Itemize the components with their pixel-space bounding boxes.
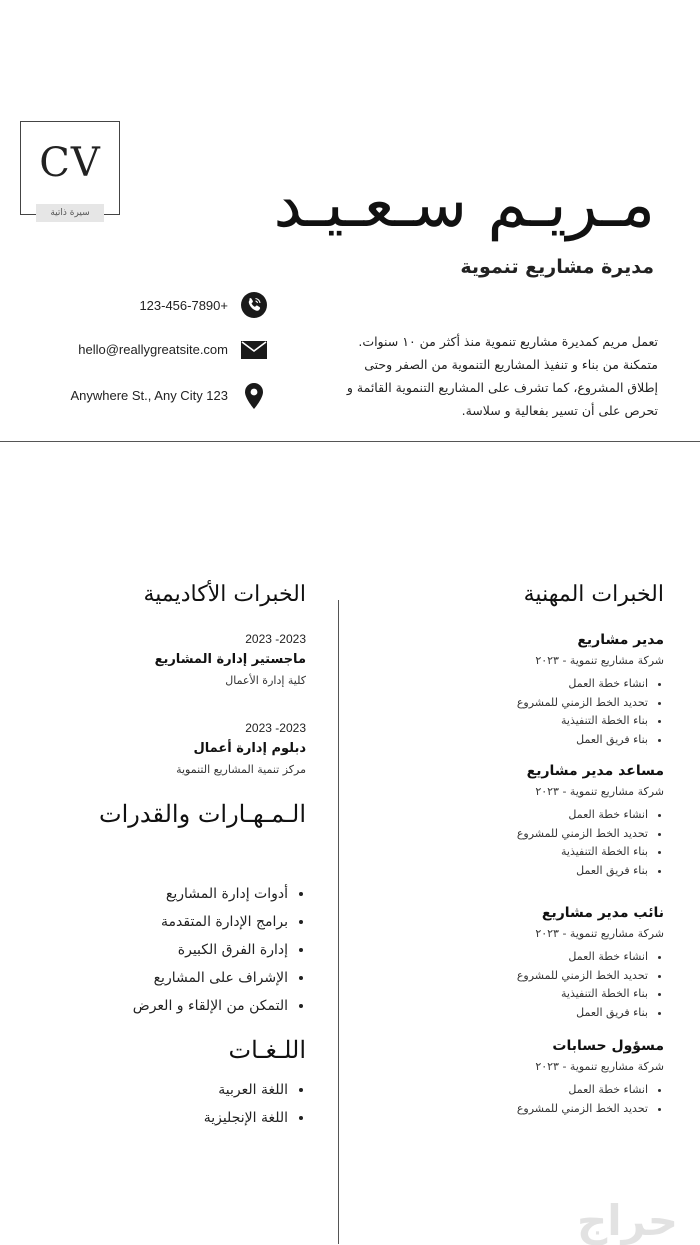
job-company: شركة مشاريع تنموية - ٢٠٢٣ [535,785,664,798]
job-task: • تحديد الخط الزمني للمشروع [374,967,648,986]
skills-heading: الـمـهـارات والقدرات [99,800,306,828]
phone-number: 123-456-7890+ [139,298,228,313]
job-task: • بناء الخطة التنفيذية [374,985,648,1004]
watermark: حراج [576,1196,678,1245]
column-divider [338,600,339,1244]
job-task: • تحديد الخط الزمني للمشروع [374,1100,648,1119]
skill-item: • التمكن من الإلقاء و العرض [46,992,288,1020]
job-task: • انشاء خطة العمل [374,675,648,694]
academic-entry [46,632,306,687]
job-company: شركة مشاريع تنموية - ٢٠٢٣ [535,1060,664,1073]
job-company: شركة مشاريع تنموية - ٢٠٢٣ [535,654,664,667]
profile-summary: تعمل مريم كمديرة مشاريع تنموية منذ أكثر من ١٠ سنوات. متمكنة من بناء و تنفيذ المشاريع التنموية من الصفر وحتى إطلاق المشروع، كما تشرف على المشاريع التنموية القائمة و تحرص على أن تسير بفعالية و سلاسة. [346,334,658,418]
languages-list [46,1076,306,1132]
job-task: • بناء فريق العمل [374,862,648,881]
job-task: • تحديد الخط الزمني للمشروع [374,694,648,713]
job-entry [374,905,664,1022]
logo-initials: CV [39,140,101,186]
person-name: مـريـم سـعـيـد [273,168,655,242]
job-entry [374,763,664,880]
job-task: • انشاء خطة العمل [374,1081,648,1100]
phone-icon [240,291,268,319]
job-task: • بناء فريق العمل [374,1004,648,1023]
job-task: • انشاء خطة العمل [374,806,648,825]
email-address: hello@reallygreatsite.com [78,342,228,357]
skill-item: • أدوات إدارة المشاريع [46,880,288,908]
job-task: • بناء الخطة التنفيذية [374,712,648,731]
job-tasks [374,675,664,749]
job-tasks [374,806,664,880]
language-item: • اللغة العربية [46,1076,288,1104]
address: Anywhere St., Any City 123 [70,388,228,403]
job-company: شركة مشاريع تنموية - ٢٠٢٣ [535,927,664,940]
job-task: • تحديد الخط الزمني للمشروع [374,825,648,844]
job-task: • انشاء خطة العمل [374,948,648,967]
skill-item: • الإشراف على المشاريع [46,964,288,992]
skills-list [46,880,306,1020]
academic-entry [46,721,306,776]
job-entry [374,1038,664,1118]
job-title: مسؤول حسابات [552,1038,664,1054]
job-tasks [374,1081,664,1118]
job-tasks [374,948,664,1022]
job-task: • بناء فريق العمل [374,731,648,750]
location-pin-icon [240,382,268,410]
academic-heading: الخبرات الأكاديمية [143,582,306,607]
header-divider [0,441,700,442]
person-title: مديرة مشاريع تنموية [460,256,654,278]
language-item: • اللغة الإنجليزية [46,1104,288,1132]
academic-degree: ماجستير إدارة المشاريع [154,652,306,667]
job-title: مساعد مدير مشاريع [526,763,664,779]
job-title: مدير مشاريع [577,632,664,648]
job-task: • بناء الخطة التنفيذية [374,843,648,862]
professional-heading: الخبرات المهنية [523,582,664,607]
job-entry [374,632,664,749]
logo-tag: سيرة ذاتية [36,204,104,222]
skill-item: • إدارة الفرق الكبيرة [46,936,288,964]
academic-school: مركز تنمية المشاريع التنموية [176,763,306,776]
languages-heading: اللـغـات [228,1036,306,1064]
job-title: نائب مدير مشاريع [541,905,664,921]
academic-date: 2023- 2023 [245,721,306,735]
academic-school: كلية إدارة الأعمال [225,674,306,687]
mail-icon [240,336,268,364]
academic-degree: دبلوم إدارة أعمال [193,741,306,756]
skill-item: • برامج الإدارة المتقدمة [46,908,288,936]
academic-date: 2023- 2023 [245,632,306,646]
